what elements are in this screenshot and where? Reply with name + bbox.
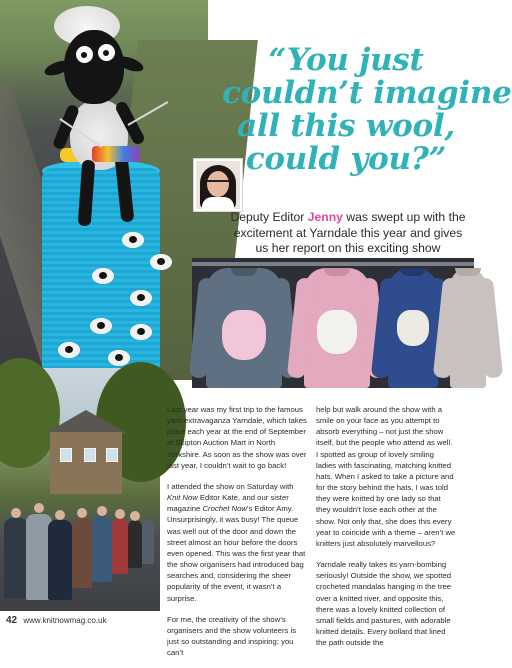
dog-motif [397,310,429,346]
knitted-jumper [206,268,282,388]
yarn-bombed-bollard-photo [0,0,208,372]
headline-line: “You just [268,42,424,78]
sheep-motif [58,342,80,358]
visitor [142,520,154,564]
stone-house [50,432,122,494]
body-paragraph: Last year was my first trip to the famous yarn extravaganza Yarndale, which takes place each year at the end of September at Skipton Auction Mart in North Yorkshire. As soon as the show was over last year, I couldn’t wait to go back! [167,405,307,470]
website-url: www.knitnowmag.co.uk [23,616,107,625]
headline-line: could you?” [245,141,447,177]
visitor [4,518,28,598]
knitted-jumpers-photo [192,258,474,388]
body-paragraph: For me, the creativity of the show’s organisers and the show volunteers is just so outstanding and inspiring; you can’t [167,614,297,658]
house-window [106,448,118,462]
visitor-head [77,508,87,518]
magazine-title: Knit Now [167,493,198,503]
house-window [60,448,72,462]
headline-line: all this wool, [237,108,455,144]
jumper-neck [324,268,350,276]
knitting-in-progress [92,146,140,162]
visitor [92,516,112,582]
author-name: Jenny [307,210,343,224]
standfirst-lead: Deputy Editor [230,210,308,224]
standfirst-text: was swept up with the excitement at Yarndale this year and gives us her report on this exciting show [233,210,466,255]
visitor [112,518,128,574]
clothes-rail [192,262,474,266]
article-headline [222,42,512,177]
sheep-motif [92,268,114,284]
visitor-head [115,509,125,519]
body-paragraph [167,481,307,604]
jumper-neck [231,268,257,276]
visitor-head [97,506,107,516]
article-standfirst [226,210,470,257]
sheep-motif [122,232,144,248]
visitor [72,518,92,588]
jumper-neck [400,268,426,276]
author-photo [194,159,242,211]
sheep-motif [130,290,152,306]
body-text: ’s Editor Amy. Unsurprisingly, it was busy! The queue was well out of the door and down the street almost an hour before the doors even opened. This was the first year that the show organisers had introduced bag searches and, considering the sheer popularity of the event, it wasn’t a surprise. [167,504,306,603]
knitted-sheep-head [64,30,124,104]
visitor [128,520,142,568]
sheep-motif [90,318,112,334]
body-text: Editor Kate, and our sister magazine [167,493,289,514]
article-column-1 [167,404,307,668]
body-paragraph: Yarndale really takes its yarn-bombing seriously! Outside the show, we spotted crocheted mandalas hanging in the tree over a knitted river, and opposite this, there was a lovely knitted collection of small fields and pastures, with adorable knitted details. Every bollard that lined the path outside the [316,560,452,648]
page-footer [6,614,306,628]
knitted-jumper [304,268,370,388]
visitor-head [130,511,140,521]
house-roof [44,410,128,434]
headline-line: couldn’t imagine [222,75,512,111]
article-column-2 [316,404,456,658]
visitor [48,520,72,600]
cat-motif [317,310,357,354]
body-paragraph: help but walk around the show with a smile on your face as you attempt to absorb everything – not just the show itself, but the people who attend as well. I spotted as group of lovely smiling ladies with fascinating, matching knitted hats. When I asked to take a picture and for the story behind the hats, I was told they were knitted by one lady so that they wouldn’t lose each other at the show. Not only that, she does this every year to coincide with a theme – aren’t we knitters just absolutely marvellous? [316,405,456,548]
jumper-neck [455,268,481,276]
author-top [202,197,234,211]
visitor-head [55,510,65,520]
sheep-eye [76,46,93,63]
magazine-title: Crochet Now [202,504,247,514]
sheep-motif [150,254,172,270]
knitted-jumper [388,268,438,388]
visitor-head [11,508,21,518]
show-queue-photo [0,368,160,611]
visitor-head [34,503,44,513]
house-window [84,448,96,462]
knitted-jumper [450,268,486,388]
sheep-motif [108,350,130,366]
page-number: 42 [6,615,18,626]
body-text: I attended the show on Saturday with [167,481,294,491]
unicorn-motif [222,310,266,360]
sheep-eye [98,44,115,61]
sheep-motif [130,324,152,340]
author-glasses [207,180,229,188]
